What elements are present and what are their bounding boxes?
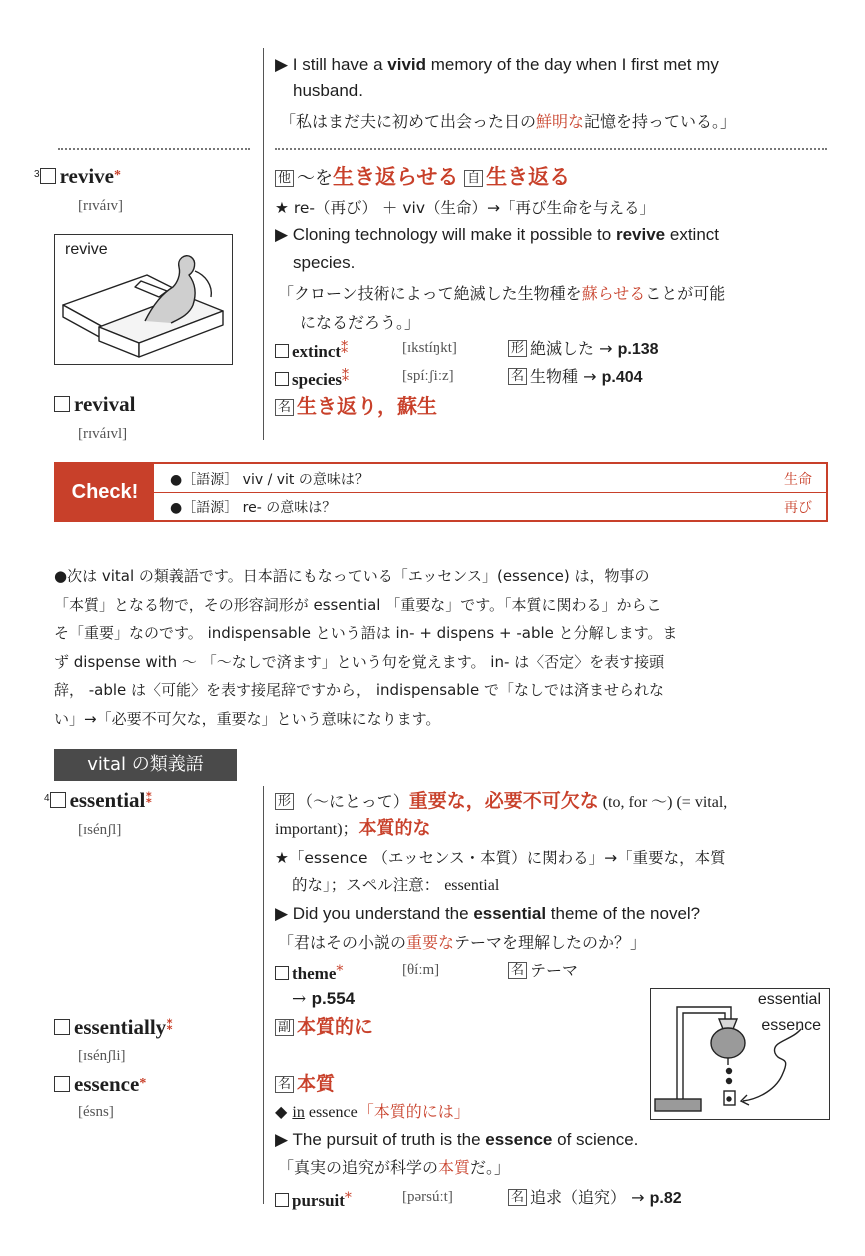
definition-essentially: 副 本質的に	[275, 1015, 373, 1040]
dotted-divider-right	[275, 148, 827, 150]
page-reference-theme: → p.554	[292, 989, 356, 1009]
page-reference[interactable]: p.554	[311, 989, 356, 1008]
check-question-2: ●［語源］ re- の意味は？	[170, 500, 337, 516]
etymology-essential: ★「essence （エッセンス・本質）に関わる」→「重要な，本質	[275, 849, 726, 867]
example-sentence-vivid-line2: husband.	[293, 81, 363, 100]
sub-definition-pursuit: 名 追求（追究） → p.82	[508, 1187, 682, 1210]
tag-transitive-verb: 他	[275, 170, 294, 187]
checkbox-icon[interactable]	[54, 1019, 70, 1035]
column-divider-bottom	[263, 786, 264, 1204]
sub-definition-theme: 名 テーマ	[508, 960, 578, 982]
headword-essence: essence*	[54, 1072, 146, 1097]
tag-noun: 名	[508, 1189, 527, 1206]
sub-entry-theme: theme*	[275, 960, 343, 985]
column-divider-top	[263, 48, 264, 440]
illustration-essence	[650, 988, 830, 1120]
pronunciation-revive: [rɪváɪv]	[78, 198, 123, 214]
translation-essence: 「真実の追究が科学の本質だ。」	[278, 1158, 511, 1177]
tag-noun: 名	[508, 368, 527, 385]
tag-noun: 名	[275, 399, 294, 416]
checkbox-icon[interactable]	[275, 372, 289, 386]
example-sentence-essence: ▶ The pursuit of truth is the essence of science.	[275, 1130, 639, 1149]
illustration-revive-label: revive	[65, 241, 108, 258]
illustration-essence-label-2: essence	[761, 1017, 821, 1034]
pronunciation-species: [spíːʃiːz]	[402, 368, 454, 384]
checkbox-icon[interactable]	[40, 168, 56, 184]
headword-revive: $^3$ revive*	[34, 164, 121, 188]
example-sentence-essential: ▶ Did you understand the essential theme of the novel?	[275, 904, 701, 923]
example-sentence-revive-line2: species.	[293, 253, 356, 272]
tag-adjective: 形	[508, 340, 527, 357]
sub-definition-extinct: 形 絶滅した → p.138	[508, 338, 659, 361]
section-title: vital の類義語	[54, 749, 237, 781]
checkbox-icon[interactable]	[275, 966, 289, 980]
pronunciation-essential: [ɪsénʃl]	[78, 822, 122, 838]
sub-entry-pursuit: pursuit*	[275, 1187, 352, 1212]
illustration-revive	[54, 234, 233, 365]
paragraph-line: ●次は vital の類義語です。日本語にもなっている「エッセンス」(essence) は，物事の	[54, 567, 650, 585]
translation-essential: 「君はその小説の重要なテーマを理解したのか？」	[278, 933, 647, 952]
checkbox-icon[interactable]	[275, 1193, 289, 1207]
check-label: Check!	[56, 464, 154, 520]
paragraph-line: い」→「必要不可欠な，重要な」という意味になります。	[54, 709, 441, 728]
definition-essence: 名 本質	[275, 1072, 335, 1097]
translation-revive-line2: になるだろう。」	[300, 313, 421, 332]
headword-revival: revival	[54, 392, 135, 417]
pronunciation-theme: [θíːm]	[402, 962, 440, 978]
definition-revive: 他 ～を生き返らせる 自 生き返る	[275, 164, 570, 192]
paragraph-line: ず dispense with ～ 「～なしで済ます」という句を覚えます。 in- は〈否定〉を表す接頭	[54, 652, 665, 671]
page-reference[interactable]: p.82	[649, 1190, 682, 1207]
etymology-revive: ★ re-（再び） ＋ viv（生命）→「再び生命を与える」	[275, 199, 655, 217]
translation-revive: 「クローン技術によって絶滅した生物種を蘇らせることが可能	[278, 284, 726, 303]
tag-noun: 名	[508, 962, 527, 979]
paragraph-line: 「本質」となる物で，その形容詞形が essential 「重要な」です。「本質に関わる」からこ	[54, 595, 662, 614]
tag-adverb: 副	[275, 1019, 294, 1036]
headword-essentially: essentially⁑	[54, 1015, 174, 1040]
check-answer-2[interactable]: 再び	[784, 500, 812, 516]
check-question-1: ●［語源］ viv / vit の意味は？	[170, 472, 369, 488]
definition-essential: 形 （～にとって）重要な，必要不可欠な (to, for ～) (= vital,	[275, 788, 727, 816]
etymology-essential-line2: 的な」；スペル注意： essential	[292, 876, 500, 894]
pronunciation-essence: [ésns]	[78, 1104, 114, 1120]
check-answer-1[interactable]: 生命	[784, 472, 812, 488]
example-sentence-revive: ▶ Cloning technology will make it possible to revive extinct	[275, 225, 719, 244]
phrase-in-essence: ◆ in essence「本質的には」	[275, 1102, 470, 1121]
tag-intransitive-verb: 自	[464, 170, 483, 187]
page-reference[interactable]: p.138	[617, 341, 659, 358]
translation-vivid: 「私はまだ夫に初めて出会った日の鮮明な記憶を持っている。」	[280, 112, 737, 131]
sub-definition-species: 名 生物種 → p.404	[508, 366, 643, 389]
illustration-essence-label-1: essential	[757, 991, 821, 1008]
pronunciation-pursuit: [pərsúːt]	[402, 1189, 453, 1205]
tag-noun: 名	[275, 1076, 294, 1093]
explanation-paragraph	[54, 562, 844, 733]
check-box	[54, 462, 828, 522]
checkbox-icon[interactable]	[54, 1076, 70, 1092]
headword-essential: $^4$ essential⁑	[44, 788, 153, 812]
checkbox-icon[interactable]	[54, 396, 70, 412]
paragraph-line: 辞， -able は〈可能〉を表す接尾辞ですから， indispensable で「なしでは済ませられな	[54, 681, 664, 699]
tag-adjective: 形	[275, 793, 294, 810]
pronunciation-revival: [rɪváɪvl]	[78, 426, 128, 442]
sub-entry-species: species⁑	[275, 366, 349, 391]
definition-revival: 名 生き返り，蘇生	[275, 393, 437, 421]
checkbox-icon[interactable]	[50, 792, 66, 808]
check-divider	[154, 492, 826, 493]
paragraph-line: そ「重要」なのです。 indispensable という語は in- + dispens + -able と分解します。ま	[54, 624, 678, 642]
pronunciation-extinct: [ɪkstíŋkt]	[402, 340, 457, 356]
checkbox-icon[interactable]	[275, 344, 289, 358]
dotted-divider-left	[58, 148, 250, 150]
page-reference[interactable]: p.404	[601, 369, 643, 386]
example-sentence-vivid: ▶ I still have a vivid memory of the day when I first met my	[275, 55, 719, 74]
pronunciation-essentially: [ɪsénʃli]	[78, 1048, 126, 1064]
sub-entry-extinct: extinct⁑	[275, 338, 348, 363]
definition-essential-line2: important)；本質的な	[275, 818, 431, 839]
